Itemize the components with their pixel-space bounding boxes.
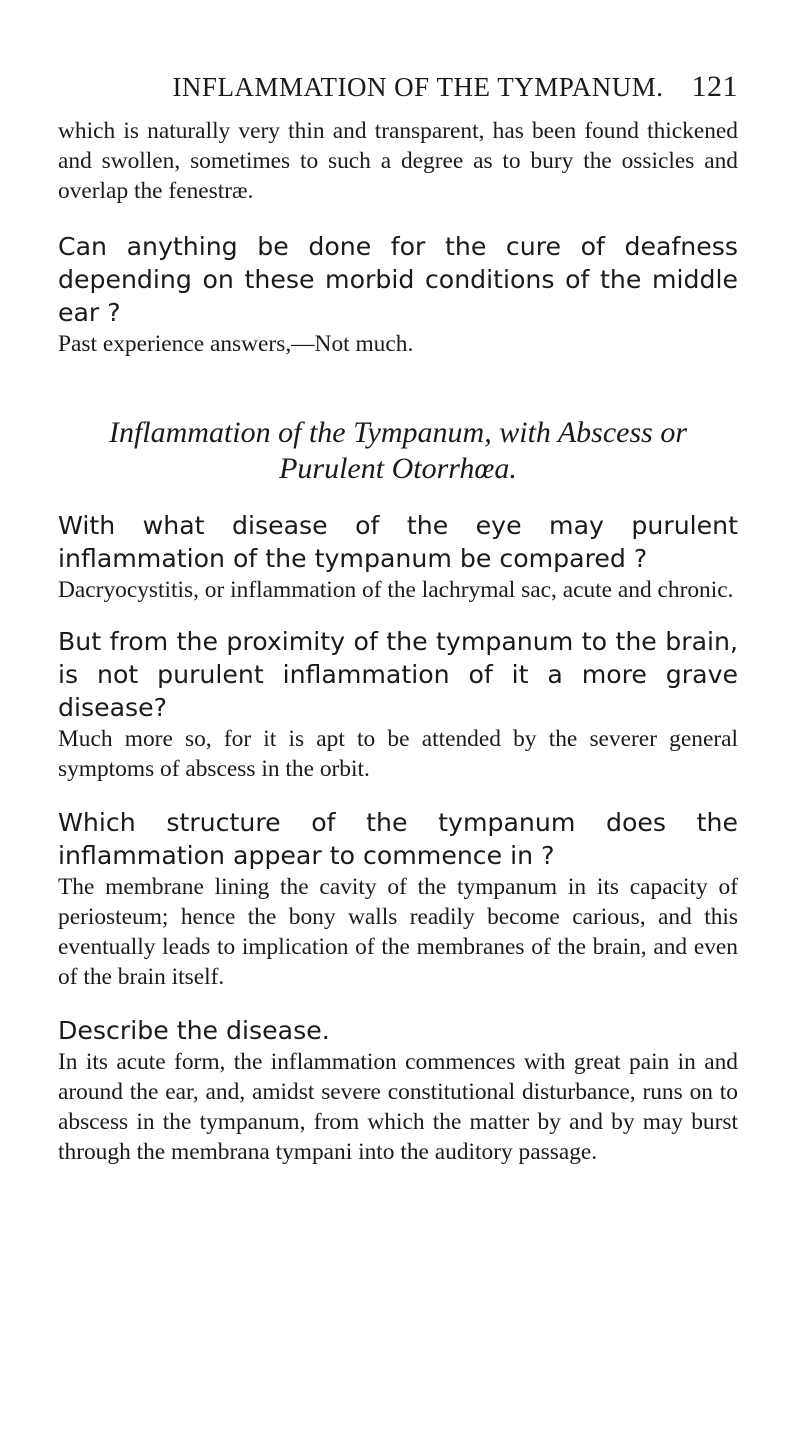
question-4: Which structure of the tympanum does the inflammation appear to commence in ? [58,808,738,870]
page-number: 121 [691,70,738,103]
book-page [58,70,738,1167]
answer-4: The membrane lining the cavity of the tympanum in its capacity of periosteum; hence the bony walls readily become carious, and this eventually leads to implication of the membranes of the brain, and even of the brain itself. [58,874,738,990]
answer-3: Much more so, for it is apt to be attended by the severer general symptoms of abscess in the orbit. [58,726,738,782]
answer-5: In its acute form, the inflammation commences with great pain in and around the ear, and, amidst severe constitutional disturbance, runs on to abscess in the tympanum, from which the matter by and by may burst through the membrana tympani into the auditory passage. [58,1049,738,1165]
question-3: But from the proximity of the tympanum to the brain, is not purulent inflammation of it a more grave disease? [58,627,738,722]
question-1: Can anything be done for the cure of deafness depending on these morbid conditions of the middle ear ? [58,232,738,327]
running-head-title: INFLAMMATION OF THE TYMPANUM. [172,72,664,102]
intro-paragraph: which is naturally very thin and transparent, has been found thickened and swollen, sometimes to such a degree as to bury the ossicles and overlap the fenestræ. [58,118,738,204]
question-2: With what disease of the eye may purulent inflammation of the tympanum be compared ? [58,511,738,573]
running-head [58,70,738,104]
section-heading: Inflammation of the Tympanum, with Abscess or Purulent Otorrhœa. [108,416,688,485]
question-5: Describe the disease. [58,1016,330,1045]
answer-2: Dacryocystitis, or inflammation of the lachrymal sac, acute and chronic. [58,577,734,603]
answer-1: Past experience answers,—Not much. [58,331,414,357]
